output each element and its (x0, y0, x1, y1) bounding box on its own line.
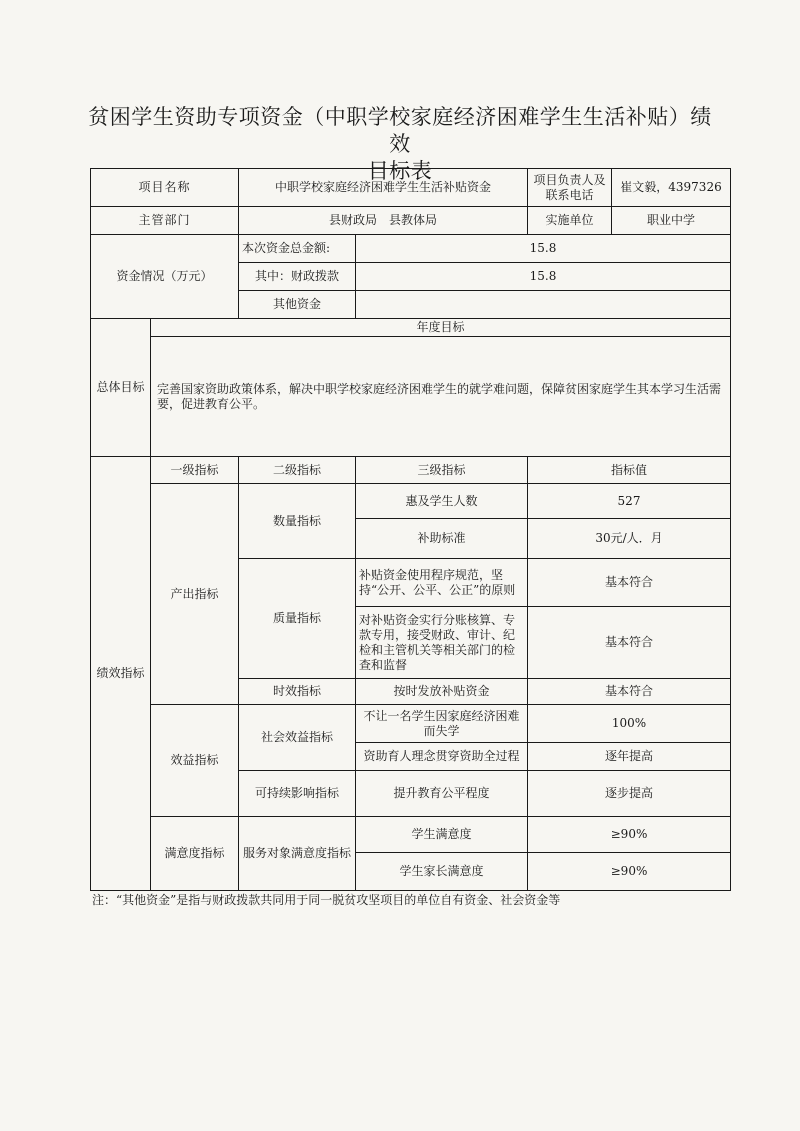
funds-total-value: 15.8 (356, 235, 731, 263)
t1-name: 按时发放补贴资金 (356, 679, 528, 705)
t1-value: 基本符合 (528, 679, 731, 705)
timeliness-indicator: 时效指标 (239, 679, 356, 705)
ql1-value: 基本符合 (528, 559, 731, 607)
ql2-value: 基本符合 (528, 607, 731, 679)
q1-value: 527 (528, 484, 731, 519)
quantity-indicator: 数量指标 (239, 484, 356, 559)
q2-name: 补助标准 (356, 519, 528, 559)
benefit-indicator: 效益指标 (151, 705, 239, 817)
col-value: 指标值 (528, 457, 731, 484)
service-satisfaction-indicator: 服务对象满意度指标 (239, 817, 356, 891)
project-name-value: 中职学校家庭经济困难学生生活补贴资金 (239, 169, 528, 207)
ql2-name: 对补贴资金实行分账核算、专款专用，接受财政、审计、纪检和主管机关等相关部门的检查和监督 (356, 607, 528, 679)
col-level3: 三级指标 (356, 457, 528, 484)
annual-target-text: 完善国家资助政策体系，解决中职学校家庭经济困难学生的就学难问题，保障贫困家庭学生其本学习生活需要，促进教育公平。 (151, 337, 731, 457)
ql1-name: 补贴资金使用程序规范，坚持“公开、公平、公正”的原则 (356, 559, 528, 607)
q1-name: 惠及学生人数 (356, 484, 528, 519)
dept-value: 县财政局 县教体局 (239, 207, 528, 235)
funds-other-label: 其他资金 (239, 291, 356, 319)
col-level2: 二级指标 (239, 457, 356, 484)
sa1-name: 学生满意度 (356, 817, 528, 853)
performance-label: 绩效指标 (91, 457, 151, 891)
funds-fiscal-value: 15.8 (356, 263, 731, 291)
s2-name: 资助育人理念贯穿资助全过程 (356, 743, 528, 771)
s2-value: 逐年提高 (528, 743, 731, 771)
funds-other-value (356, 291, 731, 319)
su1-value: 逐步提高 (528, 771, 731, 817)
output-indicator: 产出指标 (151, 484, 239, 705)
impl-label: 实施单位 (528, 207, 612, 235)
dept-label: 主管部门 (91, 207, 239, 235)
satisfaction-indicator: 满意度指标 (151, 817, 239, 891)
social-benefit-indicator: 社会效益指标 (239, 705, 356, 771)
contact-label: 项目负责人及联系电话 (528, 169, 612, 207)
title-line-2: 目标表 (367, 159, 433, 183)
funds-total-label: 本次资金总金额: (239, 235, 356, 263)
title-line-1: 贫困学生资助专项资金（中职学校家庭经济困难学生生活补贴）绩效 (88, 105, 712, 156)
q2-value: 30元/人．月 (528, 519, 731, 559)
col-level1: 一级指标 (151, 457, 239, 484)
quality-indicator: 质量指标 (239, 559, 356, 679)
funds-label: 资金情况（万元） (91, 235, 239, 319)
funds-fiscal-label: 其中：财政拨款 (239, 263, 356, 291)
performance-target-table (90, 168, 731, 891)
contact-value: 崔文毅，4397326 (612, 169, 731, 207)
sa1-value: ≥90% (528, 817, 731, 853)
project-name-label: 项目名称 (91, 169, 239, 207)
s1-value: 100% (528, 705, 731, 743)
annual-target-label: 年度目标 (151, 319, 731, 337)
sa2-value: ≥90% (528, 853, 731, 891)
s1-name: 不让一名学生因家庭经济困难而失学 (356, 705, 528, 743)
sa2-name: 学生家长满意度 (356, 853, 528, 891)
footnote: 注：“其他资金”是指与财政拨款共同用于同一脱贫攻坚项目的单位自有资金、社会资金等 (92, 893, 561, 907)
impl-value: 职业中学 (612, 207, 731, 235)
su1-name: 提升教育公平程度 (356, 771, 528, 817)
overall-target-label: 总体目标 (91, 319, 151, 457)
sustain-indicator: 可持续影响指标 (239, 771, 356, 817)
